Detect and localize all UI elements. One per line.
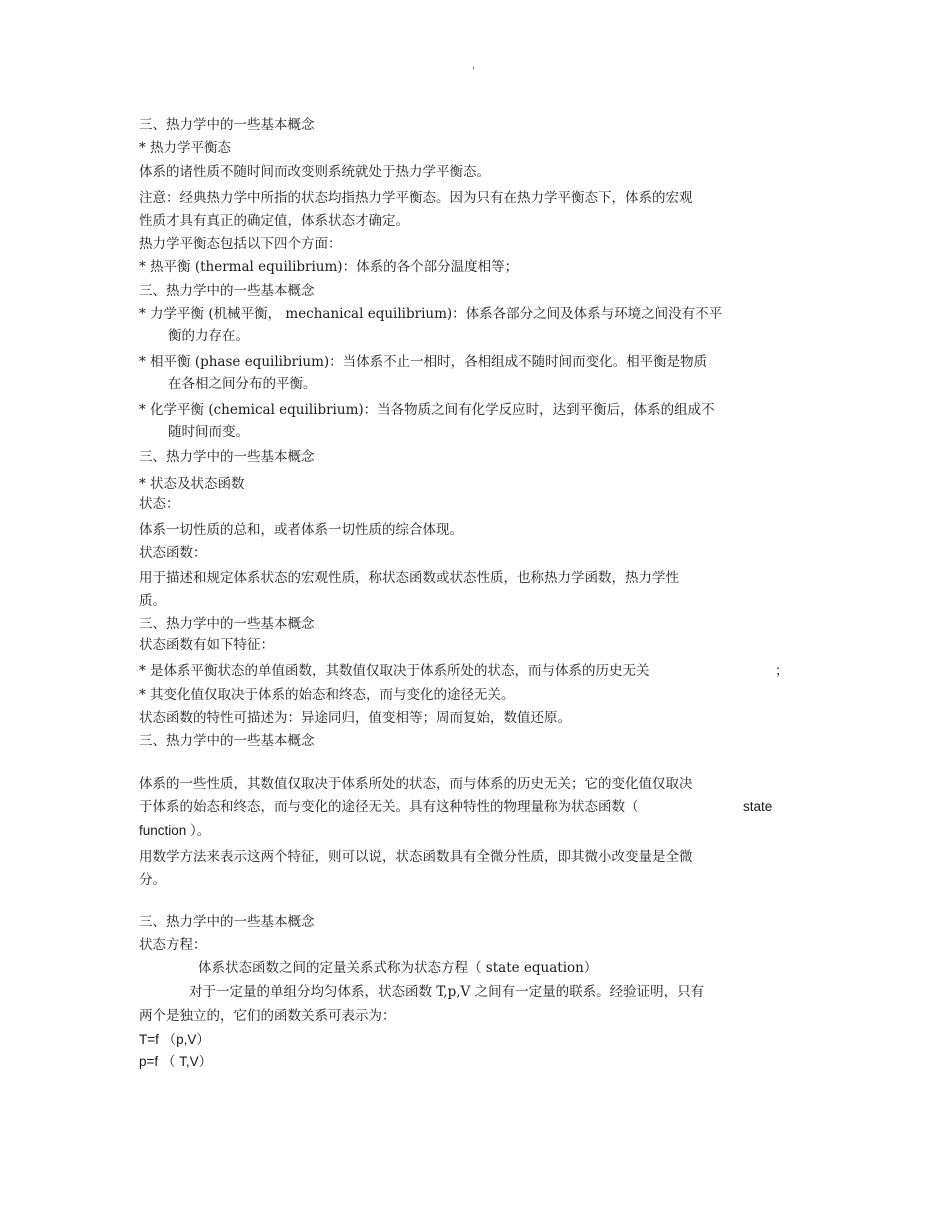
text-line: 衡的力存在。 [168,328,249,344]
text-line: 质。 [139,593,166,609]
text-line: 注意：经典热力学中所指的状态均指热力学平衡态。因为只有在热力学平衡态下，体系的宏观 [139,190,693,206]
text-line: 在各相之间分布的平衡。 [168,376,317,392]
text-line: 热力学平衡态包括以下四个方面： [139,236,342,252]
bullet-line: * 热力学平衡态 [139,140,232,156]
bullet-line: * 状态及状态函数 [139,476,245,492]
section-heading: 三、热力学中的一些基本概念 [139,449,315,465]
text-line: 体系一切性质的总和，或者体系一切性质的综合体现。 [139,522,463,538]
text-line: 于体系的始态和终态，而与变化的途径无关。具有这种特性的物理量称为状态函数（ [139,799,639,815]
text-line: ； [775,663,789,679]
text-line: 状态函数有如下特征： [139,637,274,653]
text-line: 状态方程： [139,937,207,953]
section-heading: 三、热力学中的一些基本概念 [139,117,315,133]
section-heading: 三、热力学中的一些基本概念 [139,733,315,749]
bullet-line: * 力学平衡 (机械平衡， mechanical equilibrium)：体系各部分之间及体系与环境之间没有不平 [139,306,723,322]
section-heading: 三、热力学中的一些基本概念 [139,616,315,632]
bullet-line: * 热平衡 (thermal equilibrium)：体系的各个部分温度相等； [139,259,519,275]
formula-line: T=f （p,V） [139,1032,210,1047]
text-line: 对于一定量的单组分均匀体系，状态函数 T,p,V 之间有一定量的联系。经验证明，只有 [189,984,705,1000]
text-line: 用于描述和规定体系状态的宏观性质，称状态函数或状态性质，也称热力学函数，热力学性 [139,570,679,586]
text-line: 体系的诸性质不随时间而改变则系统就处于热力学平衡态。 [139,164,490,180]
bullet-line: * 是体系平衡状态的单值函数，其数值仅取决于体系所处的状态，而与体系的历史无关 [139,663,650,679]
section-heading: 三、热力学中的一些基本概念 [139,914,315,930]
bullet-line: * 相平衡 (phase equilibrium)：当体系不止一相时，各相组成不随时间而变化。相平衡是物质 [139,354,708,370]
text-line: 状态： [139,496,180,512]
text-line: function ）。 [139,823,211,838]
text-line: 用数学方法来表示这两个特征，则可以说，状态函数具有全微分性质，即其微小改变量是全微 [139,849,693,865]
text-line: 状态函数的特性可描述为：异途同归，值变相等；周而复始，数值还原。 [139,710,571,726]
section-heading: 三、热力学中的一些基本概念 [139,283,315,299]
bullet-line: * 化学平衡 (chemical equilibrium)：当各物质之间有化学反应时，达到平衡后，体系的组成不 [139,402,715,418]
text-line: 体系的一些性质，其数值仅取决于体系所处的状态，而与体系的历史无关；它的变化值仅取决 [139,776,693,792]
text-line: 性质才具有真正的确定值，体系状态才确定。 [139,213,409,229]
text-line: 状态函数： [139,545,207,561]
text-line: 分。 [139,872,166,888]
text-line: 随时间而变。 [168,424,249,440]
text-line: 两个是独立的，它们的函数关系可表示为： [139,1008,396,1024]
header-mark: ' [472,66,475,77]
formula-line: p=f （ T,V） [139,1054,213,1069]
text-line: 体系状态函数之间的定量关系式称为状态方程（ state equation） [198,960,598,976]
text-line: state [743,799,773,814]
bullet-line: * 其变化值仅取决于体系的始态和终态，而与变化的途径无关。 [139,687,515,703]
